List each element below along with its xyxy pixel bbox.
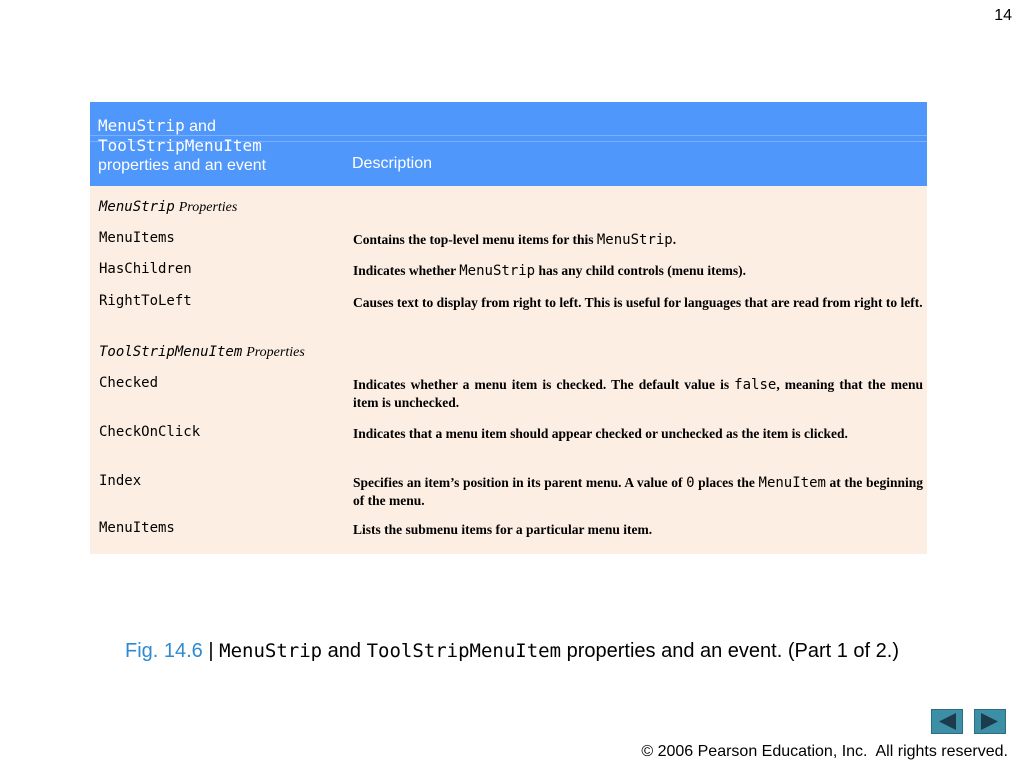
header-property-rest: properties and an event (98, 157, 267, 174)
figure-label: Fig. 14.6 (124, 640, 203, 662)
property-name: MenuItems (99, 230, 175, 246)
header-menustrip-name: MenuStrip (98, 116, 185, 135)
figure-caption (0, 638, 1024, 664)
caption-and: and (322, 640, 367, 662)
caption-menustrip: MenuStrip (219, 640, 323, 662)
property-name: CheckOnClick (99, 424, 201, 440)
section-heading-toolstripmenuitem (99, 342, 305, 362)
property-name: Index (99, 473, 142, 489)
properties-table (90, 102, 927, 554)
property-description: Contains the top-level menu items for this MenuStrip. (353, 232, 677, 248)
header-description-column: Description (352, 155, 433, 172)
property-name: RightToLeft (99, 293, 192, 309)
property-name: HasChildren (99, 261, 192, 277)
copyright-footer: © 2006 Pearson Education, Inc. All rights reserved. (641, 743, 1008, 760)
page-number: 14 (994, 7, 1012, 24)
caption-separator: | (202, 640, 220, 662)
caption-rest: properties and an event. (Part 1 of 2.) (561, 640, 899, 662)
header-and: and (184, 118, 216, 135)
triangle-left-icon (932, 710, 962, 733)
header-property-column (98, 116, 343, 175)
property-description: Indicates that a menu item should appear checked or unchecked as the item is clicked. (353, 426, 848, 441)
caption-toolstripmenuitem: ToolStripMenuItem (366, 640, 562, 662)
section-class-name: ToolStripMenuItem (99, 344, 243, 360)
property-description: Causes text to display from right to left. This is useful for languages that are read from right to left. (353, 295, 923, 310)
property-description: Indicates whether MenuStrip has any child controls (menu items). (353, 263, 746, 279)
property-description: Indicates whether a menu item is checked. The default value is false, meaning that the menu item is unchecked. (353, 377, 923, 410)
property-description: Lists the submenu items for a particular menu item. (353, 522, 653, 537)
section-label: Properties (178, 200, 238, 215)
section-label: Properties (246, 345, 305, 360)
table-header (90, 102, 927, 186)
property-name: MenuItems (99, 520, 175, 536)
header-toolstripmenuitem-name: ToolStripMenuItem (98, 136, 262, 155)
property-description: Specifies an item’s position in its parent menu. A value of 0 places the MenuItem at the beginning of the menu. (353, 475, 923, 508)
next-slide-button[interactable] (974, 709, 1006, 734)
previous-slide-button[interactable] (931, 709, 963, 734)
triangle-right-icon (975, 710, 1005, 733)
section-class-name: MenuStrip (99, 199, 175, 215)
property-name: Checked (99, 375, 159, 391)
section-heading-menustrip (99, 197, 237, 217)
